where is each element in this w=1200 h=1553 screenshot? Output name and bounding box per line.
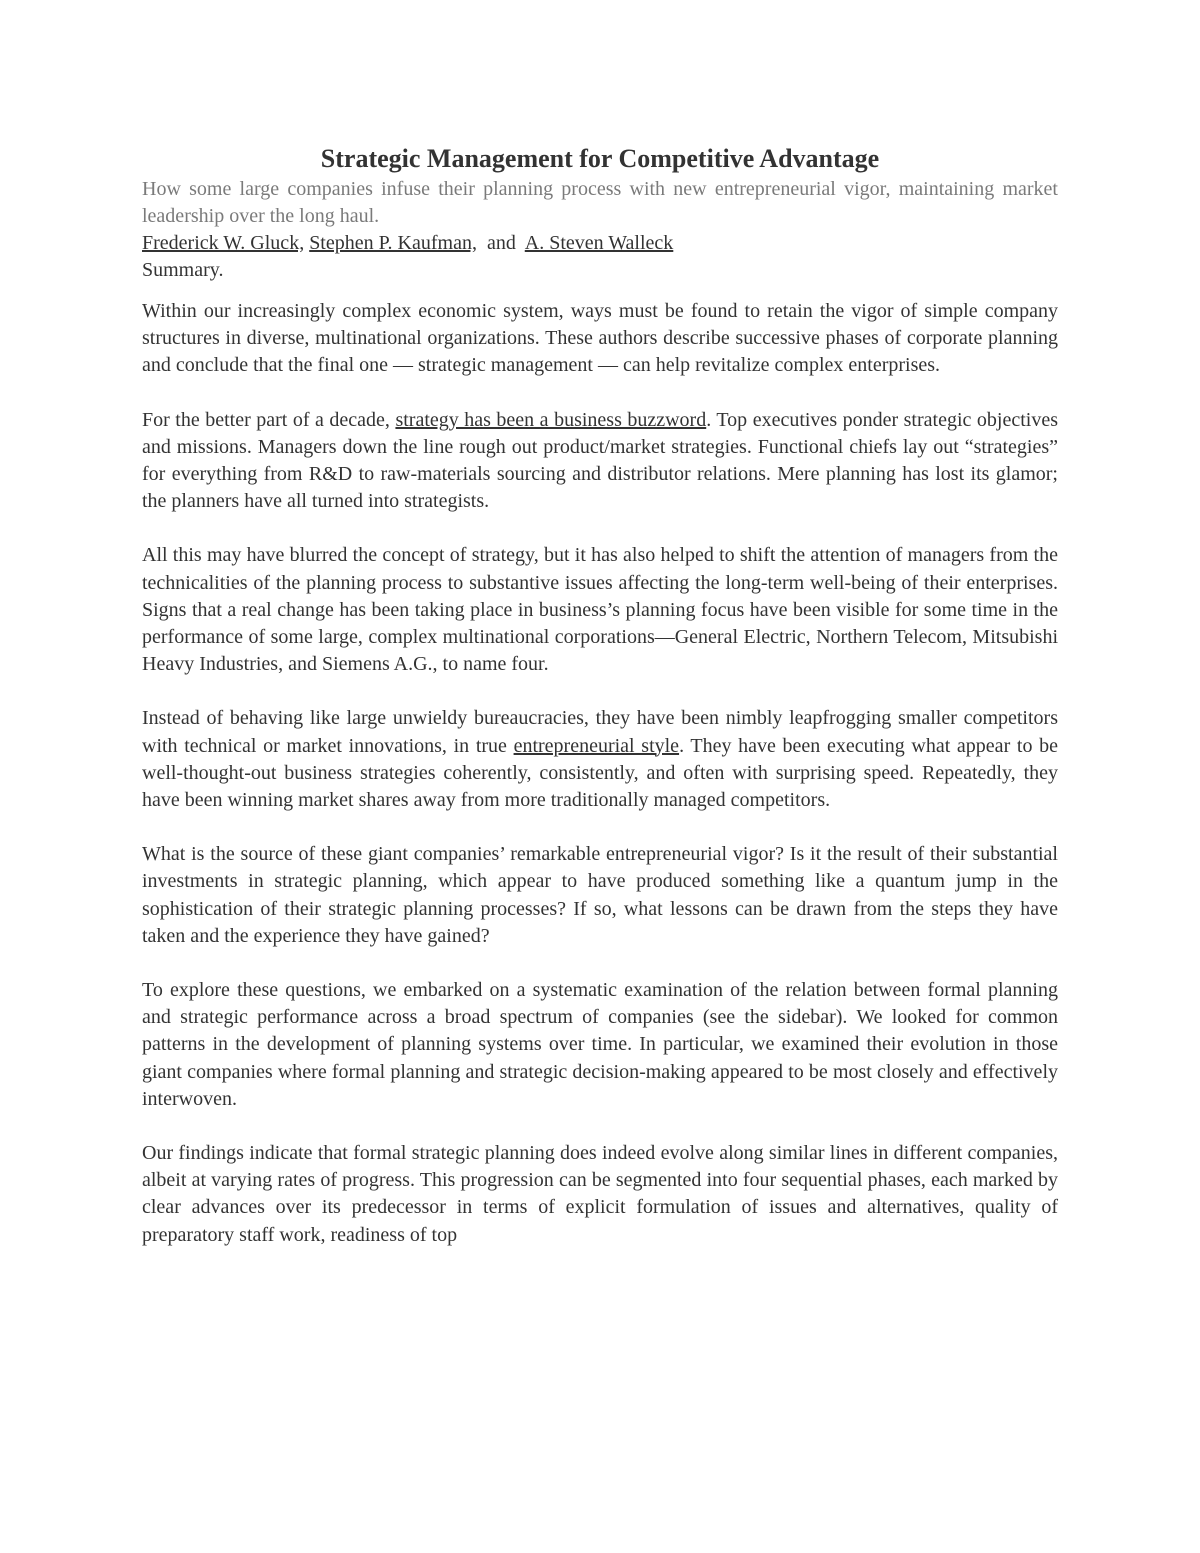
paragraph-buzzword	[142, 407, 1058, 516]
author-connector: and	[486, 232, 516, 254]
summary-label: Summary.	[142, 259, 224, 281]
author-link-gluck[interactable]: Frederick W. Gluck,	[142, 232, 305, 254]
author-line	[142, 230, 1058, 257]
paragraph-text: Instead of behaving like large unwieldy bureaucracies, they have been nimbly leapfrogging smaller competitors with technical or market innovations, in true	[142, 707, 1058, 757]
document-title: Strategic Management for Competitive Advantage	[320, 144, 880, 173]
paragraph-text: For the better part of a decade,	[142, 408, 396, 431]
paragraph-source: What is the source of these giant companies’ remarkable entrepreneurial vigor? Is it the result of their substantial investments in strategic planning, which appear to have produced something like a quantum jump in the sophistication of their strategic planning processes? If so, what lessons can be drawn from the steps they have taken and the experience they have gained?	[142, 843, 1058, 947]
document-subtitle: How some large companies infuse their planning process with new entrepreneurial vigor, maintaining market leadership over the long haul.	[142, 178, 1058, 227]
paragraph-findings: Our findings indicate that formal strategic planning does indeed evolve along similar lines in different companies, albeit at varying rates of progress. This progression can be segmented into four sequential phases, each marked by clear advances over its predecessor in terms of explicit formulation of issues and alternatives, quality of preparatory staff work, readiness of top	[142, 1142, 1058, 1246]
buzzword-link[interactable]: strategy has been a business buzzword	[395, 408, 707, 431]
author-link-kaufman[interactable]: Stephen P. Kaufman,	[309, 232, 477, 254]
entrepreneurial-style-link[interactable]: entrepreneurial style	[513, 734, 680, 757]
document-page	[142, 142, 1058, 1276]
paragraph-text: . Top executives ponder strategic objectives and missions. Managers down the line rough out product/market strategies. Functional chiefs lay out “strategies” for everything from R&D to raw-materials sourcing and distributor relations. Mere planning has lost its glamor; the planners have all turned into strategists.	[142, 408, 1058, 513]
author-link-walleck[interactable]: A. Steven Walleck	[524, 232, 674, 254]
paragraph-text: . They have been executing what appear to be well-thought-out business strategies coherently, consistently, and often with surprising speed. Repeatedly, they have been winning market shares away from more traditionally managed competitors.	[142, 734, 1058, 812]
paragraph-explore: To explore these questions, we embarked on a systematic examination of the relation between formal planning and strategic performance across a broad spectrum of companies (see the sidebar). We looked for common patterns in the development of planning systems over time. In particular, we examined their evolution in those giant companies where formal planning and strategic decision-making appeared to be most closely and effectively interwoven.	[142, 979, 1058, 1110]
paragraph-concept: All this may have blurred the concept of strategy, but it has also helped to shift the attention of managers from the technicalities of the planning process to substantive issues affecting the long-term well-being of their enterprises. Signs that a real change has been taking place in business’s planning focus have been visible for some time in the performance of some large, complex multinational corporations—General Electric, Northern Telecom, Mitsubishi Heavy Industries, and Siemens A.G., to name four.	[142, 544, 1058, 676]
paragraph-summary: Within our increasingly complex economic system, ways must be found to retain the vigor of simple company structures in diverse, multinational organizations. These authors describe successive phases of corporate planning and conclude that the final one — strategic management — can help revitalize complex enterprises.	[142, 300, 1058, 377]
paragraph-entrepreneurial	[142, 705, 1058, 814]
